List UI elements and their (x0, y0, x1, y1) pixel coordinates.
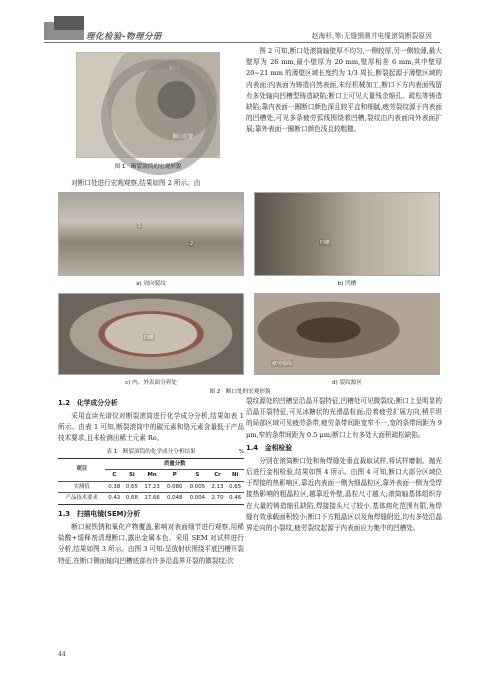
paragraph: 采用直读光谱仪对断裂滚筒进行化学成分分析,结果如表 1 所示。由表 1 可知,断裂滚筒中的碳元素和铬元素含量低于产品技术要求,且未检测出稀土元素 Re。 (58, 412, 244, 443)
figure-1-caption: 图 1 断裂滚筒的宏观形貌 (114, 164, 182, 170)
figure-1-photo (76, 52, 220, 158)
table-1-unit: % (238, 448, 244, 455)
figure-1-tag-position: 断口位置 (173, 134, 194, 140)
figure-2a-subcaption: a) 周向裂纹 (136, 281, 166, 287)
figure-1-tag-fracture: 断口 (169, 66, 180, 72)
paragraph: 对断口处进行宏观观察,结果如图 2 所示。由 (71, 179, 201, 187)
left-column-bottom (58, 396, 244, 567)
table-cell: 0.005 (186, 481, 209, 493)
table-cell: 2.13 (209, 481, 227, 493)
figure-2a-label-1: 1 (138, 223, 142, 229)
section-title-1-2: 1.2 化学成分分析 (58, 399, 118, 407)
table-column-header: S (186, 470, 209, 482)
paragraph: 裂纹源处的凹槽呈沿晶开裂特征,凹槽处可见微裂纹;断口上呈明显的沿晶开裂特征,可见冰糖状的光滑晶粒面;沿着疲劳扩展方向,稍平坦的局部区域可见疲劳条带,疲劳条带间距宽窄不一,宽的条带间距为 9 μm,窄的条带间距为 0.5 μm;断口上有多处大面积疏松缺陷。 (246, 397, 442, 439)
figure-2b-subcaption: b) 凹槽 (337, 281, 357, 287)
figure-2b-label: 凹槽 (320, 240, 331, 246)
table-cell: 0.65 (226, 481, 244, 493)
figure-2a-label-2: 2 (190, 241, 194, 247)
table-cell: 17.66 (144, 495, 160, 502)
running-head: 赵海杉,等:无缝钢测井电缆滚筒断裂原因 (311, 32, 432, 40)
table-row-label: 实测值 (58, 481, 105, 493)
paragraph: 断口被铁锈和氧化产物覆盖,影响对表面细节进行观察,用稀盐酸+缓释剂清理断口,露出金属本色。采用 SEM 对试样进行分析,结果如图 3 所示。由图 3 可知:呈放射状围绕平底凹槽开裂特征,在断口侧面轴向凹槽底部有许多沿晶界开裂的微裂纹;次 (58, 522, 244, 565)
table-cell: 0.46 (229, 495, 242, 502)
table-column-header: P (163, 470, 186, 482)
table-column-header: Ni (226, 470, 244, 482)
table-cell: 0.68 (125, 495, 138, 502)
left-column-top (58, 178, 254, 189)
table-1-title: 表 1 断裂滚筒的化学成分分析结果 (106, 448, 196, 455)
table-cell: 0.42 (108, 495, 121, 502)
section-title-1-4: 1.4 金相检验 (246, 443, 293, 452)
table-1-caption (58, 448, 244, 457)
paragraph: 分别在滚筒断口处和角焊缝处垂直裁取试样,将试样磨制、抛光后进行金相检验,结果如图 4 所示。由图 4 可知,断口大部分区域位于焊接的热影响区,靠近内表面一侧为细晶粒区,靠外表面一侧为受焊接热影响的粗晶粒区,越靠近外壁,晶粒尺寸越大;滚筒轴基体组织存在大量的铸造缩孔缺陷,焊接接头尺寸较小,基体熔化范围有限,角焊缝有效承载面积较小;断口下方粗晶区以及角焊缝附近,均有多处沿晶界走向的小裂纹,疲劳裂纹起源于内表面应力集中的凹槽处。 (246, 456, 442, 533)
figure-2b-photo (254, 192, 440, 276)
table-cell: 0.048 (167, 495, 183, 502)
table-cell: 0.004 (189, 495, 206, 502)
section-title-1-3: 1.3 扫描电镜(SEM)分析 (58, 509, 141, 518)
figure-2c-label: 凹槽 (144, 335, 155, 341)
figure-2c-photo (58, 293, 244, 375)
table-cell: 0.38 (105, 481, 123, 493)
paragraph: 图 2 可知,断口处滚筒轴壁厚不均匀,一侧较厚,另一侧较薄,最大壁厚为 26 mm,最小壁厚为 20 mm,壁厚相差 6 mm,其中壁厚 20~21 mm 的薄壁区域长度约为 1/3 周长,断裂起源于薄壁区域的内表面;内表面为铸造自然表面,未经机械加工,断口下方内表面残留有多处轴向凹槽型铸造缺陷;断口上可见大量残余缩孔、疏松等铸造缺陷;靠内表面一圈断口颜色深且较平直和细腻,疲劳裂纹源于内表面的凹槽处,可见多条疲劳弧线围绕着凹槽,裂纹由内表面向外表面扩展;靠外表面一圈断口颜色浅且较粗糙。 (246, 47, 442, 134)
journal-logo (44, 22, 84, 40)
table-row-label: 产品技术要求 (65, 495, 98, 502)
header-rule (44, 42, 440, 43)
table-cell: 2.70 (211, 495, 224, 502)
table-row (58, 481, 244, 493)
figure-2a-photo (58, 192, 244, 276)
figure-2d-photo (254, 293, 440, 375)
journal-brand: 理化检验-物理分册 (86, 32, 163, 42)
table-column-header: Mn (141, 470, 164, 482)
figure-2d-subcaption: d) 裂纹源区 (332, 380, 362, 386)
figure-2d-label: 疲劳弧线 (272, 361, 293, 367)
table-column-header: Cr (209, 470, 227, 482)
page-header (0, 0, 480, 44)
table-row (58, 493, 244, 505)
table-cell: 17.23 (141, 481, 164, 493)
table-column-header: C (105, 470, 123, 482)
table-header-group: 质量分数 (105, 458, 244, 470)
right-column-top (246, 46, 442, 136)
figure-2-caption: 图 2 断口处的宏观形貌 (209, 389, 271, 395)
table-1 (58, 458, 244, 505)
page-number: 44 (58, 651, 66, 658)
table-column-header: Si (123, 470, 141, 482)
figure-2c-subcaption: c) 内、外表面分界处 (125, 380, 177, 386)
right-column-bottom (246, 396, 442, 534)
table-cell: 0.080 (163, 481, 186, 493)
table-header-item: 项目 (58, 458, 105, 481)
table-cell: 0.65 (123, 481, 141, 493)
